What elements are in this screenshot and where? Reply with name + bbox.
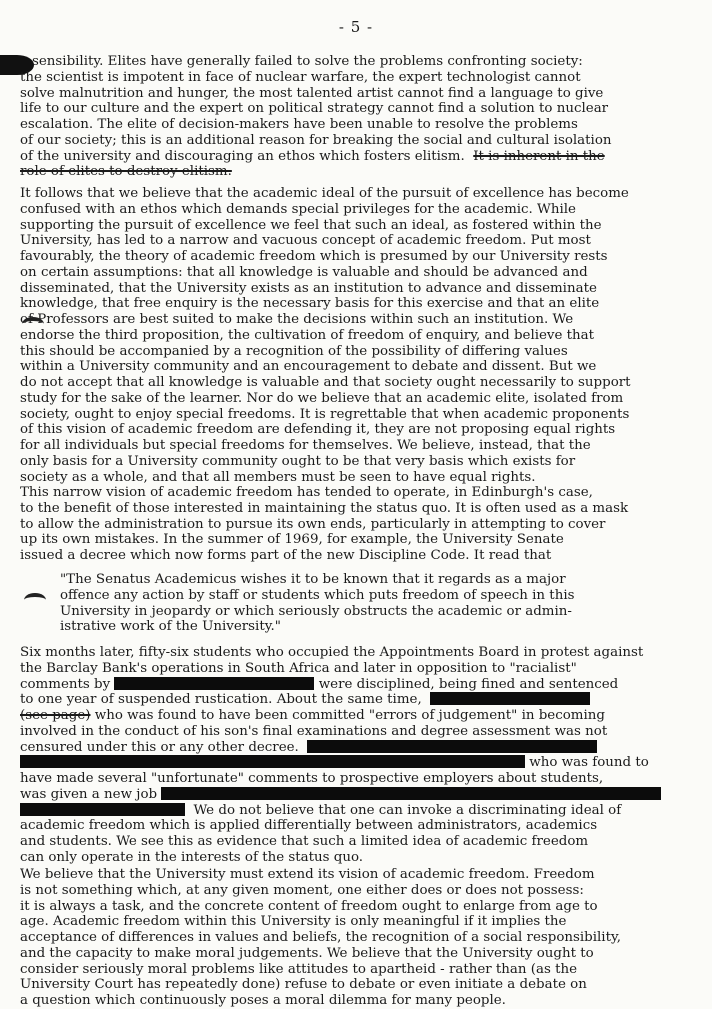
text-line: We believe that the University must extend its vision of academic freedom. Freedom <box>20 867 595 882</box>
text-line: It follows that we believe that the academic ideal of the pursuit of excellence has become <box>20 186 629 201</box>
paragraph-4 <box>20 645 696 866</box>
text-line: age. Academic freedom within this University is only meaningful if it implies the <box>20 914 567 930</box>
text-line: and the capacity to make moral judgements. We believe that the University ought to <box>20 945 594 961</box>
text-line: society as a whole, and that all members must be seen to have equal rights. <box>20 469 536 485</box>
text-line: it is always a task, and the concrete content of freedom ought to enlarge from age to <box>20 898 598 914</box>
text-line: offence any action by staff or students which puts freedom of speech in this <box>60 587 575 603</box>
senate-decree-quote <box>60 572 680 635</box>
text-line: of our society; this is an additional reason for breaking the social and cultural isolation <box>20 132 612 148</box>
text-line <box>20 692 696 708</box>
text-line: "The Senatus Academicus wishes it to be known that it regards as a major <box>60 572 566 587</box>
text-line: for all individuals but special freedoms for themselves. We believe, instead, that the <box>20 438 591 453</box>
text-line: Six months later, fifty-six students who occupied the Appointments Board in protest against <box>20 645 644 660</box>
struck-text: role of elites to destroy elitism. <box>20 164 232 180</box>
text-line <box>20 787 696 803</box>
text-line: up its own mistakes. In the summer of 1969, for example, the University Senate <box>20 532 564 548</box>
text-line <box>20 164 696 180</box>
text-line: sensibility. Elites have generally failed to solve the problems confronting society: <box>32 54 583 69</box>
text-line: have made several "unfortunate" comments to prospective employers about students, <box>20 771 604 786</box>
text-line: to the benefit of those interested in maintaining the status quo. It is often used as a mask <box>20 500 629 516</box>
page-number: - 5 - <box>338 18 374 36</box>
text-line: issued a decree which now forms part of the new Discipline Code. It read that <box>20 548 552 563</box>
text-line <box>20 708 696 724</box>
text-segment: of the university and discouraging an ethos which fosters elitism. <box>20 148 465 164</box>
text-line: on certain assumptions: that all knowledge is valuable and should be advanced and <box>20 264 588 280</box>
text-line: this should be accompanied by a recognition of the possibility of differing values <box>20 343 568 359</box>
text-line: University Court has repeatedly done) refuse to debate or even initiate a debate on <box>20 977 587 993</box>
text-line: is not something which, at any given moment, one either does or does not possess: <box>20 882 584 898</box>
text-segment: censured under this or any other decree. <box>20 739 299 755</box>
text-line: a question which continuously poses a moral dilemma for many people. <box>20 993 506 1008</box>
text-line: the scientist is impotent in face of nuclear warfare, the expert technologist cannot <box>20 69 581 85</box>
text-line: life to our culture and the expert on political strategy cannot find a solution to nuclear <box>20 101 609 117</box>
text-line: society, ought to enjoy special freedoms. It is regrettable that when academic proponents <box>20 406 630 422</box>
text-line: consider seriously moral problems like attitudes to apartheid - rather than (as the <box>20 961 578 977</box>
text-line: and students. We see this as evidence that such a limited idea of academic freedom <box>20 834 589 849</box>
text-line: do not accept that all knowledge is valuable and that society ought necessarily to support <box>20 375 631 390</box>
text-line: knowledge, that free enquiry is the necessary basis for this exercise and that an elite <box>20 296 600 312</box>
redaction-bar <box>161 787 661 800</box>
text-line: This narrow vision of academic freedom has tended to operate, in Edinburgh's case, <box>20 485 593 500</box>
text-line: to allow the administration to pursue its own ends, particularly in attempting to cover <box>20 516 606 532</box>
text-line: within a University community and an encouragement to debate and dissent. But we <box>20 359 597 375</box>
redaction-bar <box>20 803 185 816</box>
struck-text: It is inherent in the <box>473 148 605 164</box>
text-segment: comments by <box>20 676 111 692</box>
text-line: escalation. The elite of decision-makers have been unable to resolve the problems <box>20 117 578 132</box>
text-segment: who was found to <box>529 755 649 771</box>
text-line: disseminated, that the University exists as an institution to advance and disseminate <box>20 280 597 296</box>
paragraph-5 <box>20 867 696 1009</box>
text-line: University in jeopardy or which seriously obstructs the academic or admin- <box>60 603 572 619</box>
text-line <box>20 803 696 819</box>
text-line: supporting the pursuit of excellence we feel that such an ideal, as fostered within the <box>20 217 602 233</box>
text-line: only basis for a University community ought to be that very basis which exists for <box>20 453 576 469</box>
redaction-bar <box>307 740 597 753</box>
ink-mark <box>22 317 44 331</box>
paragraph-1 <box>20 54 696 180</box>
text-line: favourably, the theory of academic freedom which is presumed by our University rests <box>20 249 608 264</box>
text-line: can only operate in the interests of the status quo. <box>20 849 364 865</box>
text-line: academic freedom which is applied differentially between administrators, academics <box>20 818 598 834</box>
paragraph-2 <box>20 186 696 485</box>
text-segment: were disciplined, being fined and sentenced <box>318 676 619 692</box>
text-line: involved in the conduct of his son's final examinations and degree assessment was not <box>20 723 608 739</box>
text-line: endorse the third proposition, the cultivation of freedom of enquiry, and believe that <box>20 327 595 343</box>
text-line <box>20 740 696 756</box>
text-line: of Professors are best suited to make the decisions within such an institution. We <box>20 312 574 327</box>
text-line: the Barclay Bank's operations in South Africa and later in opposition to "racialist" <box>20 660 577 676</box>
redaction-bar <box>20 755 525 768</box>
text-line: solve malnutrition and hunger, the most talented artist cannot find a language to give <box>20 85 604 101</box>
paragraph-3 <box>20 485 696 564</box>
text-line <box>20 149 696 165</box>
text-line: confused with an ethos which demands special privileges for the academic. While <box>20 201 576 217</box>
text-line: study for the sake of the learner. Nor do we believe that an academic elite, isolated from <box>20 390 624 406</box>
text-line <box>20 677 696 693</box>
text-segment: who was found to have been committed "errors of judgement" in becoming <box>94 708 605 723</box>
text-segment: to one year of suspended rustication. About the same time, <box>20 692 422 708</box>
struck-text: (see page) <box>20 708 91 723</box>
redaction-bar <box>430 692 590 705</box>
text-line: acceptance of differences in values and beliefs, the recognition of a social responsibility, <box>20 930 622 945</box>
redaction-bar <box>114 677 314 690</box>
text-line: of this vision of academic freedom are defending it, they are not proposing equal rights <box>20 422 616 438</box>
text-line: istrative work of the University." <box>60 619 281 635</box>
text-segment: was given a new job <box>20 786 158 802</box>
ink-mark <box>24 593 46 607</box>
text-segment: We do not believe that one can invoke a discriminating ideal of <box>193 802 622 818</box>
text-line <box>20 755 696 771</box>
text-line: University, has led to a narrow and vacuous concept of academic freedom. Put most <box>20 233 591 249</box>
